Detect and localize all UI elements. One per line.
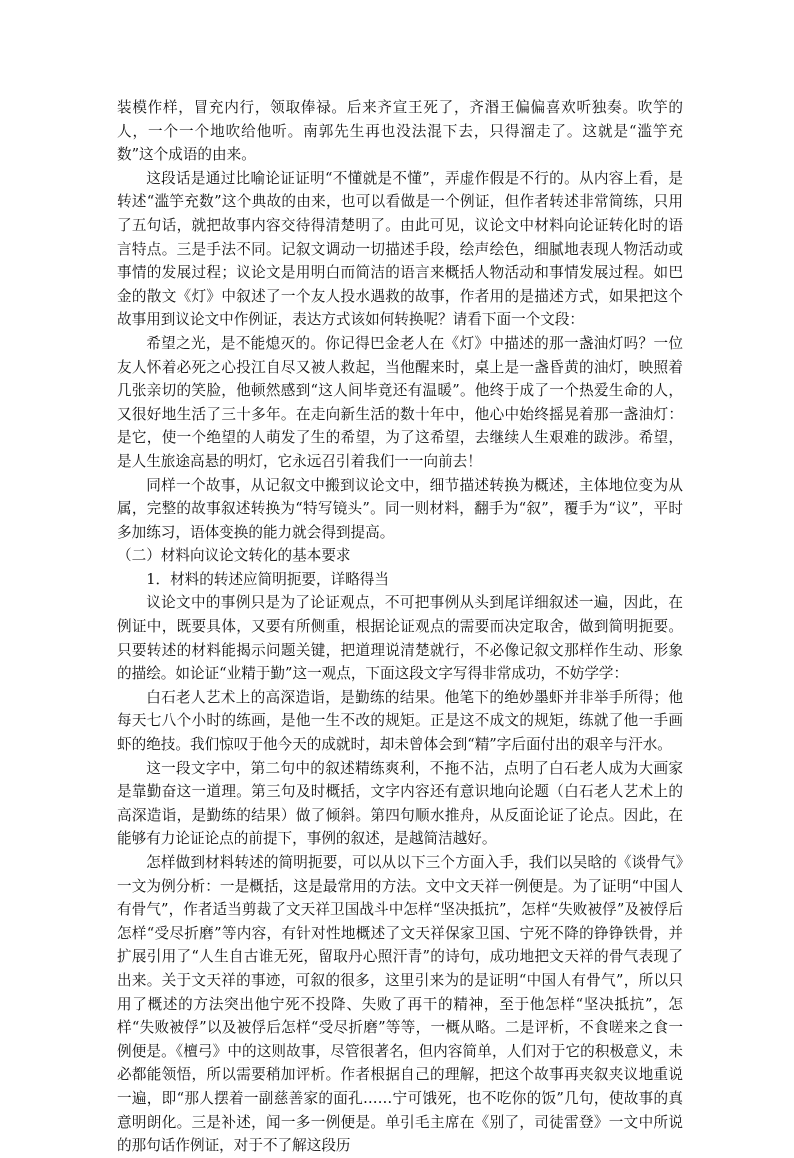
paragraph: 这一段文字中，第二句中的叙述精练爽利，不拖不沾，点明了白石老人成为大画家是靠勤奋这一道理。第三句及时概括，文字内容还有意识地向论题（白石老人艺术上的高深造诣，是勤练的结果）做了倾斜。第四句顺水推舟，从反面论证了论点。因此，在能够有力论证论点的前提下，事例的叙述，是越简洁越好。 xyxy=(117,759,683,848)
paragraph: 这段话是通过比喻论证证明“不懂就是不懂”，弄虚作假是不行的。从内容上看，是转述“滥竽充数”这个典故的由来，也可以看做是一个例证，但作者转述非常简练，只用了五句话，就把故事内容交待得清楚明了。由此可见，议论文中材料向论证转化时的语言特点。三是手法不同。记叙文调动一切描述手段，绘声绘色，细腻地表现人物活动或事情的发展过程；议论文是用明白而简洁的语言来概括人物活动和事情发展过程。如巴金的散文《灯》中叙述了一个友人投水遇救的故事，作者用的是描述方式，如果把这个故事用到议论文中作例证，表达方式该如何转换呢？请看下面一个文段： xyxy=(117,169,683,329)
paragraph: 装模作样，冒充内行，领取俸禄。后来齐宣王死了，齐湣王偏偏喜欢听独奏。吹竽的人，一个一个地吹给他听。南郭先生再也没法混下去，只得溜走了。这就是“滥竽充数”这个成语的由来。 xyxy=(117,99,683,164)
paragraph: 议论文中的事例只是为了论证观点，不可把事例从头到尾详细叙述一遍，因此，在例证中，既要具体，又要有所侧重，根据论证观点的需要而决定取舍，做到简明扼要。只要转述的材料能揭示问题关键，把道理说清楚就行，不必像记叙文那样作生动、形象的描绘。如论证“业精于勤”这一观点，下面这段文字写得非常成功，不妨学学： xyxy=(117,594,683,683)
paragraph: 怎样做到材料转述的简明扼要，可以从以下三个方面入手，我们以吴晗的《谈骨气》一文为例分析：一是概括，这是最常用的方法。文中文天祥一例便是。为了证明“中国人有骨气”，作者适当剪裁了文天祥卫国战斗中怎样“坚决抵抗”，怎样“失败被俘”及被俘后怎样“受尽折磨”等内容，有针对性地概述了文天祥保家卫国、宁死不降的铮铮铁骨，并扩展引用了“人生自古谁无死，留取丹心照汗青”的诗句，成功地把文天祥的骨气表现了出来。关于文天祥的事迹，可叙的很多，这里引来为的是证明“中国人有骨气”，所以只用了概述的方法突出他宁死不投降、失败了再干的精神，至于他怎样“坚决抵抗”，怎样“失败被俘”以及被俘后怎样“受尽折磨”等等，一概从略。二是评析，不食嗟来之食一例便是。《檀弓》中的这则故事，尽管很著名，但内容简单，人们对于它的积极意义，未必都能领悟，所以需要稍加评析。作者根据自己的理解，把这个故事再夹叙夹议地重说一遍，即“那人摆着一副慈善家的面孔……宁可饿死，也不吃你的饭”几句，使故事的真意明朗化。三是补述，闻一多一例便是。单引毛主席在《别了，司徒雷登》一文中所说的那句话作例证，对于不了解这段历 xyxy=(117,854,683,1155)
document-page xyxy=(117,96,683,1158)
paragraph: 同样一个故事，从记叙文中搬到议论文中，细节描述转换为概述，主体地位变为从属，完整的故事叙述转换为“特写镜头”。同一则材料，翻手为“叙”，覆手为“议”，平时多加练习，语体变换的能力就会得到提高。 xyxy=(117,476,683,541)
quoted-passage: 白石老人艺术上的高深造诣，是勤练的结果。他笔下的绝妙墨虾并非举手所得；他每天七八个小时的练画，是他一生不改的规矩。正是这不成文的规矩，练就了他一手画虾的绝技。我们惊叹于他今天的成就时，却未曾体会到“精”字后面付出的艰辛与汗水。 xyxy=(117,688,683,754)
subsection-heading: 1．材料的转述应简明扼要，详略得当 xyxy=(146,570,389,588)
quoted-passage: 希望之光，是不能熄灭的。你记得巴金老人在《灯》中描述的那一盏油灯吗？一位友人怀着必死之心投江自尽又被人救起，当他醒来时，桌上是一盏昏黄的油灯，映照着几张亲切的笑脸，他顿然感到“这人间毕竟还有温暖”。他终于成了一个热爱生命的人，又很好地生活了三十多年。在走向新生活的数十年中，他心中始终摇晃着那一盏油灯：是它，使一个绝望的人萌发了生的希望，为了这希望，去继续人生艰难的跋涉。希望，是人生旅途高悬的明灯，它永远召引着我们一一向前去！ xyxy=(117,334,683,470)
section-heading: （二）材料向议论文转化的基本要求 xyxy=(117,547,351,565)
